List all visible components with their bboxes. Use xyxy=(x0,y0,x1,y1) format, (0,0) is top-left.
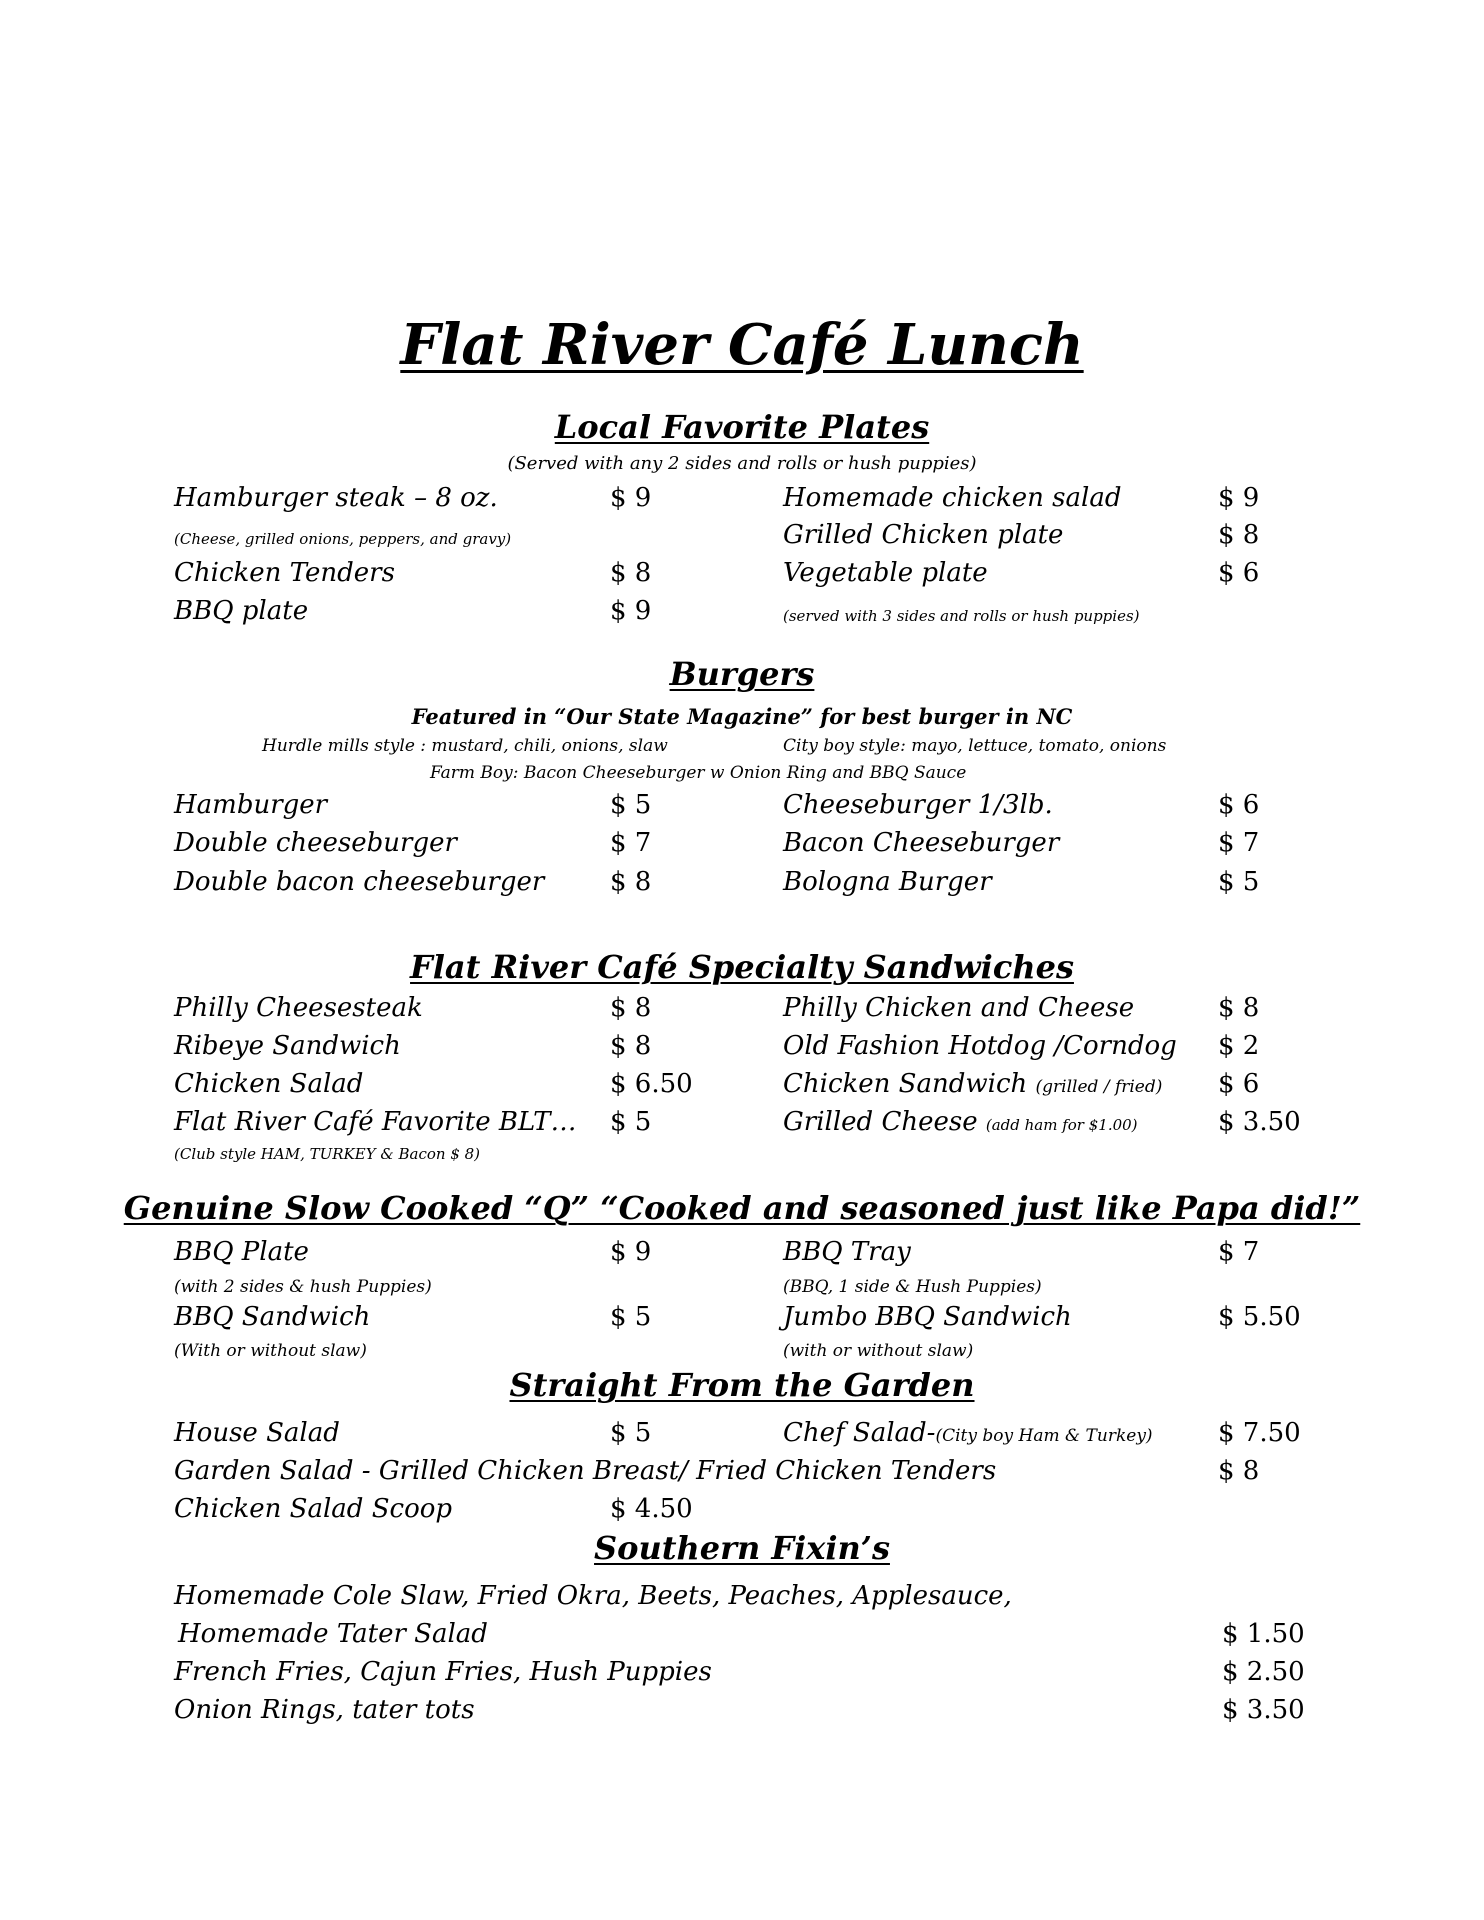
menu-item-price: $ 5 xyxy=(1218,867,1260,897)
menu-item-price: $ 9 xyxy=(610,1237,652,1267)
menu-item-price: $ 6 xyxy=(1218,558,1260,588)
menu-item-note: (served with 3 sides and rolls or hush puppies) xyxy=(783,607,1140,625)
menu-item-note: (with or without slaw) xyxy=(783,1341,974,1361)
menu-item-note: (Cheese, grilled onions, peppers, and gravy) xyxy=(174,530,512,548)
burgers-farm-boy: Farm Boy: Bacon Cheeseburger w Onion Ring and BBQ Sauce xyxy=(430,763,967,783)
menu-item-name: Philly Cheesesteak xyxy=(174,993,423,1023)
menu-item-price: $ 5 xyxy=(610,1418,652,1448)
menu-item-name: Chicken Salad Scoop xyxy=(174,1494,453,1524)
menu-item-note: (Club style HAM, TURKEY & Bacon $ 8) xyxy=(174,1145,481,1163)
fixins-price: $ 1.50 xyxy=(1222,1619,1305,1649)
fixins-line: French Fries, Cajun Fries, Hush Puppies xyxy=(174,1657,712,1687)
menu-item-name: Old Fashion Hotdog /Corndog xyxy=(783,1031,1177,1061)
menu-item-price: $ 8 xyxy=(610,993,652,1023)
section-heading-local: Local Favorite Plates xyxy=(554,408,930,446)
menu-item-name: Chicken Salad xyxy=(174,1069,364,1099)
menu-item-row xyxy=(783,1069,1162,1099)
menu-item-note: (With or without slaw) xyxy=(174,1341,367,1361)
menu-item-name: BBQ Plate xyxy=(174,1237,309,1267)
menu-item-price: $ 3.50 xyxy=(1218,1107,1301,1137)
menu-item-price: $ 4.50 xyxy=(610,1494,693,1524)
menu-title: Flat River Café Lunch xyxy=(400,312,1084,378)
menu-item-price: $ 5 xyxy=(610,790,652,820)
menu-item-name: Cheeseburger 1/3lb. xyxy=(783,790,1053,820)
menu-item-name: Hamburger steak – 8 oz. xyxy=(174,483,498,513)
menu-item-name: Bologna Burger xyxy=(783,867,992,897)
menu-item-price: $ 8 xyxy=(610,558,652,588)
menu-item-name: Flat River Café Favorite BLT… xyxy=(174,1107,577,1137)
section-heading-bbq: Genuine Slow Cooked “Q” “Cooked and seasoned just like Papa did!” xyxy=(123,1189,1361,1227)
fixins-line: Onion Rings, tater tots xyxy=(174,1695,475,1725)
menu-item-name: BBQ Sandwich xyxy=(174,1302,371,1332)
menu-item-name: Bacon Cheeseburger xyxy=(783,828,1060,858)
menu-item-inline-note: (City boy Ham & Turkey) xyxy=(935,1426,1153,1446)
menu-item-inline-note: (grilled / fried) xyxy=(1035,1077,1163,1097)
section-heading-fixins: Southern Fixin’s xyxy=(594,1529,890,1567)
menu-item-price: $ 9 xyxy=(610,483,652,513)
menu-item-price: $ 8 xyxy=(1218,1456,1260,1486)
menu-item-price: $ 9 xyxy=(1218,483,1260,513)
menu-item-name: Jumbo BBQ Sandwich xyxy=(783,1302,1072,1332)
fixins-price: $ 3.50 xyxy=(1222,1695,1305,1725)
burgers-style-hurdle: Hurdle mills style : mustard, chili, onions, slaw xyxy=(262,736,668,756)
menu-item-name: Vegetable plate xyxy=(783,558,988,588)
section-heading-burgers: Burgers xyxy=(669,655,815,693)
menu-item-price: $ 8 xyxy=(610,1031,652,1061)
menu-item-name: Homemade chicken salad xyxy=(783,483,1122,513)
menu-item-price: $ 8 xyxy=(610,867,652,897)
menu-item-name: Philly Chicken and Cheese xyxy=(783,993,1135,1023)
menu-item-price: $ 2 xyxy=(1218,1031,1260,1061)
menu-item-row xyxy=(783,1107,1138,1137)
menu-item-price: $ 6 xyxy=(1218,1069,1260,1099)
menu-item-price: $ 9 xyxy=(610,596,652,626)
menu-item-name: BBQ plate xyxy=(174,596,309,626)
menu-item-name: Chicken Sandwich xyxy=(783,1069,1028,1099)
menu-item-name: Garden Salad - Grilled Chicken Breast/ Fried Chicken Tenders xyxy=(174,1456,997,1486)
menu-item-price: $ 8 xyxy=(1218,993,1260,1023)
burgers-style-city: City boy style: mayo, lettuce, tomato, onions xyxy=(783,736,1167,756)
menu-item-name: BBQ Tray xyxy=(783,1237,911,1267)
menu-item-name: Grilled Chicken plate xyxy=(783,520,1064,550)
fixins-price: $ 2.50 xyxy=(1222,1657,1305,1687)
menu-item-price: $ 6 xyxy=(1218,790,1260,820)
menu-item-price: $ 6.50 xyxy=(610,1069,693,1099)
menu-item-note: (with 2 sides & hush Puppies) xyxy=(174,1277,432,1297)
menu-item-name: Chicken Tenders xyxy=(174,558,395,588)
menu-item-name: Chef Salad- xyxy=(783,1418,936,1448)
burgers-featured: Featured in “Our State Magazine” for best burger in NC xyxy=(411,704,1073,729)
fixins-line: Homemade Tater Salad xyxy=(178,1619,488,1649)
fixins-line: Homemade Cole Slaw, Fried Okra, Beets, Peaches, Applesauce, xyxy=(174,1581,1012,1611)
menu-item-name: Hamburger xyxy=(174,790,328,820)
section-heading-specialty: Flat River Café Specialty Sandwiches xyxy=(410,948,1074,986)
menu-item-price: $ 5 xyxy=(610,1107,652,1137)
menu-item-price: $ 7 xyxy=(1218,828,1260,858)
menu-item-name: Double cheeseburger xyxy=(174,828,457,858)
menu-item-price: $ 7.50 xyxy=(1218,1418,1301,1448)
menu-item-inline-note: (add ham for $1.00) xyxy=(985,1116,1138,1134)
menu-item-price: $ 7 xyxy=(1218,1237,1260,1267)
menu-item-name: Double bacon cheeseburger xyxy=(174,867,545,897)
menu-item-name: House Salad xyxy=(174,1418,340,1448)
menu-item-note: (BBQ, 1 side & Hush Puppies) xyxy=(783,1277,1042,1297)
section-subtitle-local: (Served with any 2 sides and rolls or hush puppies) xyxy=(507,453,977,474)
menu-item-price: $ 7 xyxy=(610,828,652,858)
menu-item-name: Grilled Cheese xyxy=(783,1107,978,1137)
menu-item-row xyxy=(783,1418,1153,1448)
section-heading-garden: Straight From the Garden xyxy=(509,1366,975,1404)
menu-item-price: $ 5 xyxy=(610,1302,652,1332)
menu-item-price: $ 5.50 xyxy=(1218,1302,1301,1332)
menu-item-price: $ 8 xyxy=(1218,520,1260,550)
menu-item-name: Ribeye Sandwich xyxy=(174,1031,401,1061)
